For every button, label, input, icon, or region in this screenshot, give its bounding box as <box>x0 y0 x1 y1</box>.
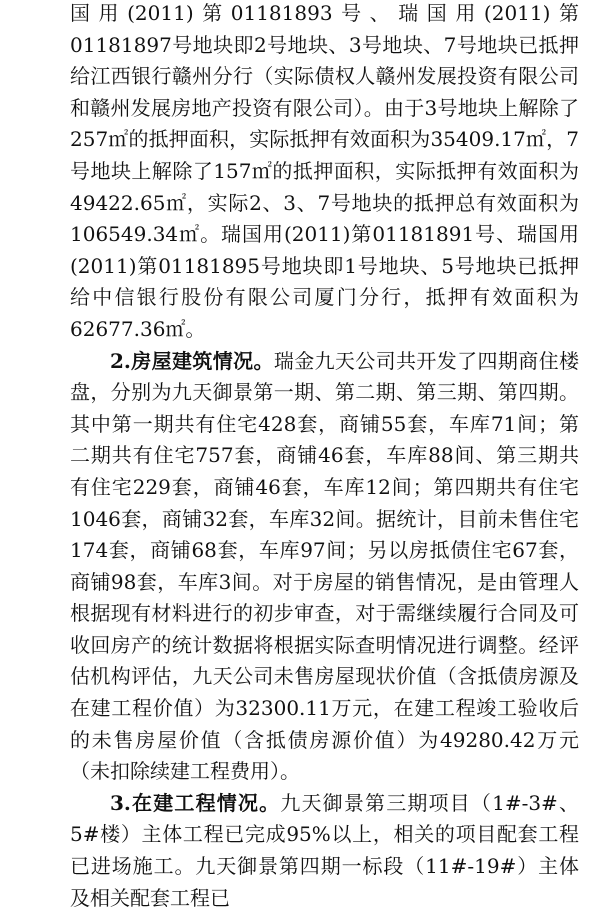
paragraph-building-status <box>70 346 579 788</box>
paragraph-construction-status <box>70 788 579 914</box>
paragraph-land-mortgage-text: 国用(2011)第01181893号、瑞国用(2011)第01181897号地块即2号地块、3号地块、7号地块已抵押给江西银行赣州分行（实际债权人赣州发展投资有限公司和赣州发展房地产投资有限公司）。由于3号地块上解除了257㎡的抵押面积，实际抵押有效面积为35409.17㎡，7号地块上解除了157㎡的抵押面积，实际抵押有效面积为49422.65㎡，实际2、3、7号地块的抵押总有效面积为106549.34㎡。瑞国用(2011)第01181891号、瑞国用(2011)第01181895号地块即1号地块、5号地块已抵押给中信银行股份有限公司厦门分行，抵押有效面积为62677.36㎡。 <box>70 1 579 341</box>
paragraph-land-mortgage <box>70 0 579 346</box>
heading-construction-status: 3.在建工程情况。 <box>110 790 281 815</box>
paragraph-building-status-text: 瑞金九天公司共开发了四期商住楼盘，分别为九天御景第一期、第二期、第三期、第四期。其中第一期共有住宅428套，商铺55套，车库71间；第二期共有住宅757套，商铺46套，车库88间、第三期共有住宅229套，商铺46套，车库12间；第四期共有住宅1046套，商铺32套，车库32间。据统计，目前未售住宅174套，商铺68套，车库97间；另以房抵债住宅67套，商铺98套，车库3间。对于房屋的销售情况，是由管理人根据现有材料进行的初步审查，对于需继续履行合同及可收回房产的统计数据将根据实际查明情况进行调整。经评估机构评估，九天公司未售房屋现状价值（含抵债房源及在建工程价值）为32300.11万元，在建工程竣工验收后的未售房屋价值（含抵债房源价值）为49280.42万元（未扣除续建工程费用）。 <box>70 348 579 784</box>
heading-building-status: 2.房屋建筑情况。 <box>110 348 274 373</box>
paragraph-construction-status-text: 九天御景第三期项目（1#-3#、5#楼）主体工程已完成95%以上，相关的项目配套工程已进场施工。九天御景第四期一标段（11#-19#）主体及相关配套工程已 <box>70 790 579 910</box>
